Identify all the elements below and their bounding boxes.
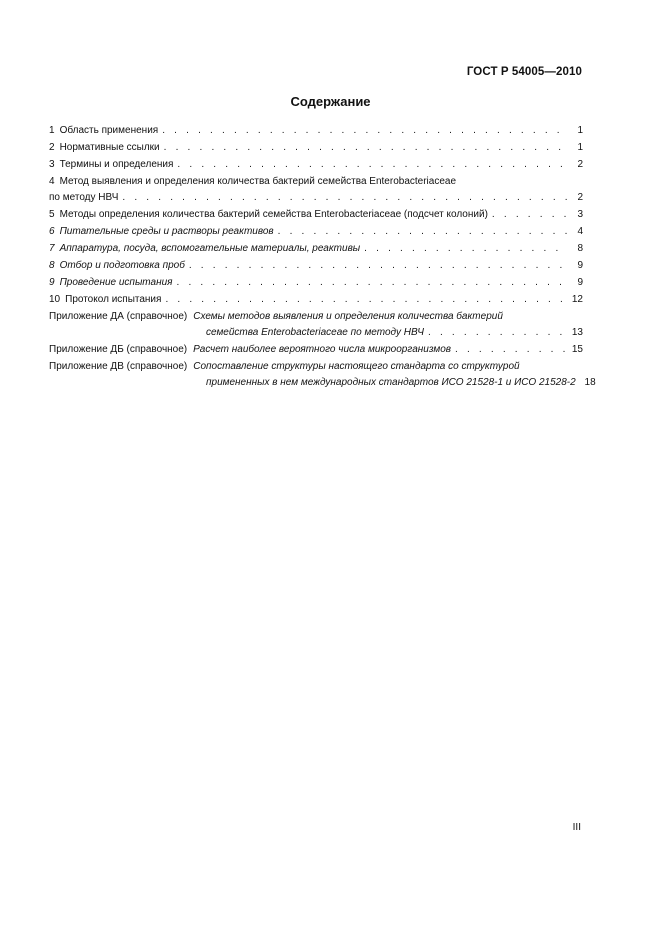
toc-entry-page: 9	[577, 277, 583, 288]
table-of-contents	[49, 122, 596, 391]
appendix-label: Приложение ДБ (справочное)	[49, 344, 188, 355]
appendix-page: 18	[584, 377, 596, 388]
toc-entry-title: Нормативные ссылки	[59, 142, 160, 153]
dot-leader	[364, 240, 567, 257]
toc-entry-title: Методы определения количества бактерий семейства Enterobacteriaceae (подсчет колоний)	[59, 209, 488, 220]
dot-leader	[455, 341, 567, 358]
appendix-entry-da[interactable]	[49, 308, 583, 341]
toc-entry-number: 2	[49, 142, 55, 153]
toc-entry-title: Питательные среды и растворы реактивов	[59, 226, 274, 237]
toc-entry-title: Метод выявления и определения количества бактерий семейства Enterobacteriaceae	[59, 176, 457, 187]
toc-entry-7[interactable]	[49, 240, 583, 257]
toc-entry-number: 7	[49, 243, 55, 254]
toc-entry-1[interactable]	[49, 122, 583, 139]
appendix-title: Расчет наиболее вероятного числа микроорганизмов	[193, 344, 451, 355]
toc-entry-title-continuation: по методу НВЧ	[49, 192, 119, 203]
appendix-label: Приложение ДВ (справочное)	[49, 361, 188, 372]
toc-entry-page: 3	[577, 209, 583, 220]
appendix-title-continuation: примененных в нем международных стандартов ИСО 21528-1 и ИСО 21528-2	[206, 377, 576, 388]
toc-entry-number: 6	[49, 226, 55, 237]
toc-entry-page: 2	[577, 192, 583, 203]
toc-entry-number: 10	[49, 294, 61, 305]
toc-entry-page: 9	[577, 260, 583, 271]
toc-entry-number: 5	[49, 209, 55, 220]
toc-entry-page: 12	[571, 294, 583, 305]
appendix-title: Сопоставление структуры настоящего стандарта со структурой	[193, 361, 520, 372]
toc-entry-4[interactable]	[49, 173, 583, 206]
page-number: III	[572, 822, 581, 833]
toc-entry-9[interactable]	[49, 274, 583, 291]
toc-entry-page: 2	[577, 159, 583, 170]
toc-entry-title: Область применения	[59, 125, 159, 136]
appendix-entry-db[interactable]	[49, 341, 583, 358]
page-title: Содержание	[290, 94, 371, 109]
toc-entry-10[interactable]	[49, 291, 583, 308]
dot-leader	[278, 223, 567, 240]
dot-leader	[122, 190, 567, 206]
toc-entry-6[interactable]	[49, 223, 583, 240]
dot-leader	[164, 139, 567, 156]
toc-entry-2[interactable]	[49, 139, 583, 156]
appendix-title-continuation: семейства Enterobacteriaceae по методу НВЧ	[206, 327, 425, 338]
toc-entry-number: 1	[49, 125, 55, 136]
toc-entry-title: Термины и определения	[59, 159, 174, 170]
dot-leader	[492, 206, 567, 223]
toc-entry-number: 8	[49, 260, 55, 271]
toc-entry-title: Аппаратура, посуда, вспомогательные материалы, реактивы	[59, 243, 361, 254]
toc-entry-title: Отбор и подготовка проб	[59, 260, 185, 271]
toc-entry-3[interactable]	[49, 156, 583, 173]
appendix-page: 13	[571, 327, 583, 338]
toc-entry-title: Проведение испытания	[59, 277, 173, 288]
dot-leader	[428, 325, 567, 341]
toc-entry-5[interactable]	[49, 206, 583, 223]
toc-entry-number: 4	[49, 176, 55, 187]
toc-entry-number: 3	[49, 159, 55, 170]
dot-leader	[162, 122, 567, 139]
toc-entry-page: 1	[577, 125, 583, 136]
dot-leader	[165, 291, 567, 308]
toc-entry-8[interactable]	[49, 257, 583, 274]
dot-leader	[189, 257, 567, 274]
toc-entry-number: 9	[49, 277, 55, 288]
appendix-title: Схемы методов выявления и определения количества бактерий	[193, 311, 503, 322]
toc-entry-page: 4	[577, 226, 583, 237]
document-id: ГОСТ Р 54005—2010	[466, 66, 582, 78]
toc-entry-page: 1	[577, 142, 583, 153]
appendix-label: Приложение ДА (справочное)	[49, 311, 188, 322]
toc-entry-title: Протокол испытания	[65, 294, 162, 305]
dot-leader	[177, 156, 567, 173]
appendix-page: 15	[571, 344, 583, 355]
dot-leader	[176, 274, 567, 291]
appendix-entry-dv[interactable]	[49, 358, 596, 391]
toc-entry-page: 8	[577, 243, 583, 254]
